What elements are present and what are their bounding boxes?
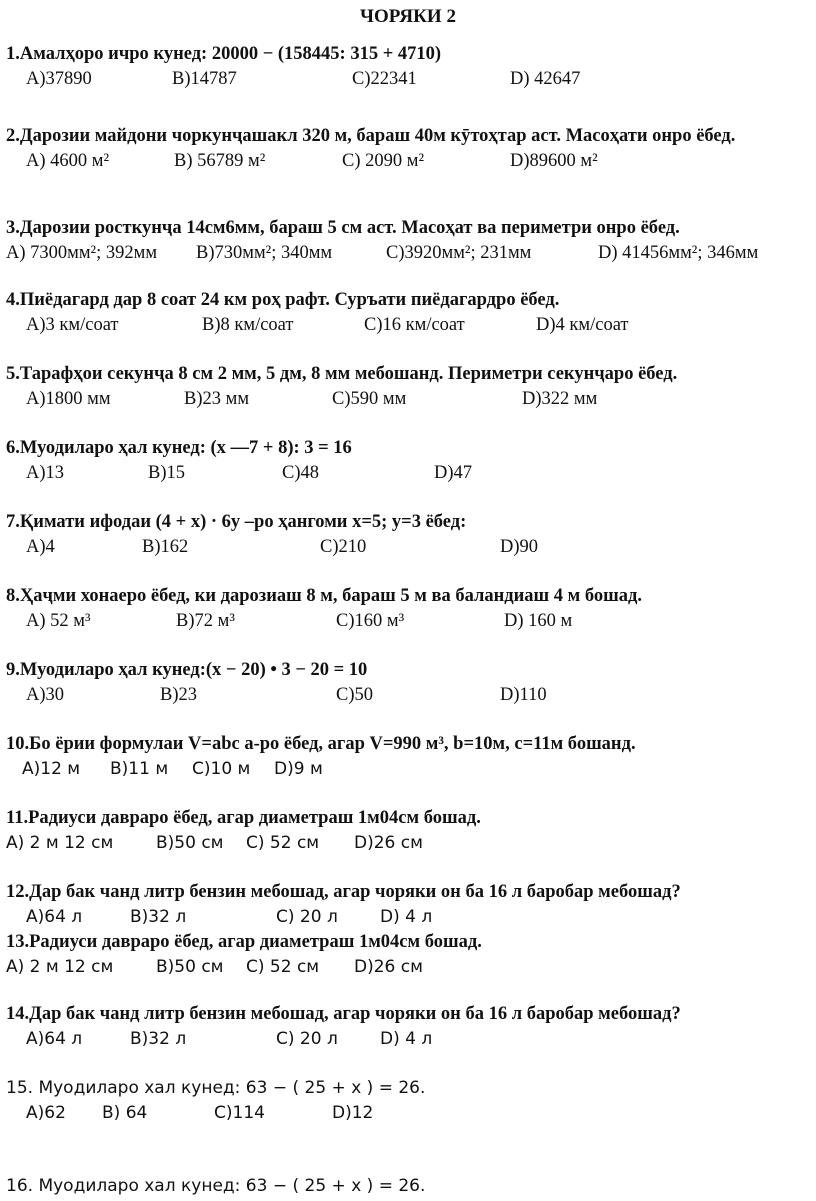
option-b: B)50 см (156, 957, 224, 977)
option-a: A)4 (26, 537, 55, 557)
answer-options (6, 460, 810, 486)
option-a: A)12 м (22, 759, 81, 779)
option-c: C)22341 (352, 69, 417, 89)
question-11 (6, 806, 810, 856)
option-c: C) 52 см (246, 833, 320, 853)
option-a: A) 7300мм²; 392мм (6, 243, 158, 263)
option-c: C)16 км/соат (364, 315, 465, 335)
answer-options (6, 756, 810, 782)
answer-options (6, 1100, 810, 1126)
option-c: C) 20 л (276, 1029, 338, 1049)
question-text: 6.Муодиларо ҳал кунед: (x —7 + 8): 3 = 16 (6, 438, 352, 458)
option-d: D)110 (500, 685, 547, 705)
option-a: A)64 л (26, 907, 83, 927)
option-c: C)160 м³ (336, 611, 405, 631)
question-8 (6, 584, 810, 634)
option-c: C)48 (282, 463, 319, 483)
option-a: A)62 (26, 1103, 66, 1123)
option-c: C)210 (320, 537, 367, 557)
question-text: 7.Қимати ифодаи (4 + x) · 6y –ро ҳангоми x=5; y=3 ёбед: (6, 512, 467, 532)
option-d: D) 4 л (380, 1029, 433, 1049)
option-d: D)26 см (354, 833, 423, 853)
answer-options (6, 682, 810, 708)
question-1 (6, 42, 810, 92)
answer-options (6, 148, 810, 174)
option-a: A)3 км/соат (26, 315, 119, 335)
option-b: B)50 см (156, 833, 224, 853)
option-b: B)8 км/соат (202, 315, 294, 335)
question-text: 3.Дарозии росткунҷа 14см6мм, бараш 5 см аст. Масоҳат ва периметри онро ёбед. (6, 218, 680, 238)
option-d: D)12 (332, 1103, 374, 1123)
option-d: D)9 м (274, 759, 323, 779)
question-text: 1.Амалҳоро ичро кунед: 20000 − (158445: 315 + 4710) (6, 44, 442, 64)
question-text: 10.Бо ёрии формулаи V=abc a-ро ёбед, агар V=990 м³, b=10м, c=11м бошанд. (6, 734, 636, 754)
option-d: D)90 (500, 537, 539, 557)
option-c: C)50 (336, 685, 373, 705)
option-a: A)37890 (26, 69, 92, 89)
option-b: B) 56789 м² (174, 151, 266, 171)
answer-options (6, 608, 810, 634)
question-9 (6, 658, 810, 708)
option-b: B) 64 (102, 1103, 148, 1123)
option-b: B)14787 (172, 69, 237, 89)
option-c: C)3920мм²; 231мм (386, 243, 532, 263)
option-c: C)590 мм (332, 389, 407, 409)
question-12 (6, 880, 810, 930)
question-5 (6, 362, 810, 412)
option-d: D) 41456мм²; 346мм (598, 243, 759, 263)
option-b: B)32 л (130, 907, 187, 927)
question-13 (6, 930, 810, 980)
option-b: B)32 л (130, 1029, 187, 1049)
question-text: 9.Муодиларо ҳал кунед:(x − 20) • 3 − 20 = 10 (6, 660, 368, 680)
option-c: C) 20 л (276, 907, 338, 927)
answer-options (6, 904, 810, 930)
option-d: D)89600 м² (510, 151, 598, 171)
option-b: B)23 (160, 685, 197, 705)
answer-options (6, 534, 810, 560)
question-6 (6, 436, 810, 486)
option-d: D) 42647 (510, 69, 581, 89)
option-d: D)322 мм (522, 389, 598, 409)
option-c: C)10 м (192, 759, 251, 779)
question-text: 16. Муодиларо хал кунед: 63 − ( 25 + x ) = 26. (6, 1176, 426, 1196)
question-3 (6, 216, 810, 266)
question-text: 15. Муодиларо хал кунед: 63 − ( 25 + x ) = 26. (6, 1078, 426, 1098)
question-text: 4.Пиёдагард дар 8 соат 24 км роҳ рафт. Суръати пиёдагардро ёбед. (6, 290, 560, 310)
question-15 (6, 1076, 810, 1126)
worksheet-title: ЧОРЯКИ 2 (360, 6, 456, 27)
question-10 (6, 732, 810, 782)
answer-options (6, 386, 810, 412)
option-b: B)730мм²; 340мм (196, 243, 333, 263)
question-2 (6, 124, 810, 174)
question-text: 13.Радиуси давраро ёбед, агар диаметраш 1м04см бошад. (6, 932, 482, 952)
answer-options (6, 240, 810, 266)
question-4 (6, 288, 810, 338)
option-c: C) 52 см (246, 957, 320, 977)
question-text: 12.Дар бак чанд литр бензин мебошад, агар чоряки он ба 16 л баробар мебошад? (6, 882, 681, 902)
answer-options (6, 830, 810, 856)
option-a: A)13 (26, 463, 65, 483)
answer-options (6, 954, 810, 980)
answer-options (6, 312, 810, 338)
question-16 (6, 1174, 810, 1198)
option-a: A)1800 мм (26, 389, 111, 409)
question-text: 8.Ҳаҷми хонаеро ёбед, ки дарозиаш 8 м, бараш 5 м ва баландиаш 4 м бошад. (6, 586, 643, 606)
question-text: 5.Тарафҳои секунҷа 8 см 2 мм, 5 дм, 8 мм мебошанд. Периметри секунҷаро ёбед. (6, 364, 678, 384)
option-c: C)114 (214, 1103, 265, 1123)
option-d: D)26 см (354, 957, 423, 977)
option-c: C) 2090 м² (342, 151, 425, 171)
option-d: D) 160 м (504, 611, 573, 631)
option-b: B)72 м³ (176, 611, 235, 631)
question-text: 2.Дарозии майдони чоркунҷашакл 320 м, бараш 40м кӯтоҳтар аст. Масоҳати онро ёбед. (6, 126, 736, 146)
option-a: A) 2 м 12 см (6, 833, 114, 853)
option-d: D)4 км/соат (536, 315, 629, 335)
option-a: A)64 л (26, 1029, 83, 1049)
option-a: A) 2 м 12 см (6, 957, 114, 977)
option-a: A) 4600 м² (26, 151, 110, 171)
option-b: B)23 мм (184, 389, 250, 409)
option-b: B)11 м (110, 759, 169, 779)
question-text: 11.Радиуси давраро ёбед, агар диаметраш 1м04см бошад. (6, 808, 481, 828)
option-b: B)162 (142, 537, 189, 557)
question-7 (6, 510, 810, 560)
question-14 (6, 1002, 810, 1052)
option-a: A)30 (26, 685, 65, 705)
option-d: D)47 (434, 463, 473, 483)
question-text: 14.Дар бак чанд литр бензин мебошад, агар чоряки он ба 16 л баробар мебошад? (6, 1004, 681, 1024)
option-a: A) 52 м³ (26, 611, 91, 631)
option-b: B)15 (148, 463, 185, 483)
answer-options (6, 66, 810, 92)
option-d: D) 4 л (380, 907, 433, 927)
answer-options (6, 1026, 810, 1052)
